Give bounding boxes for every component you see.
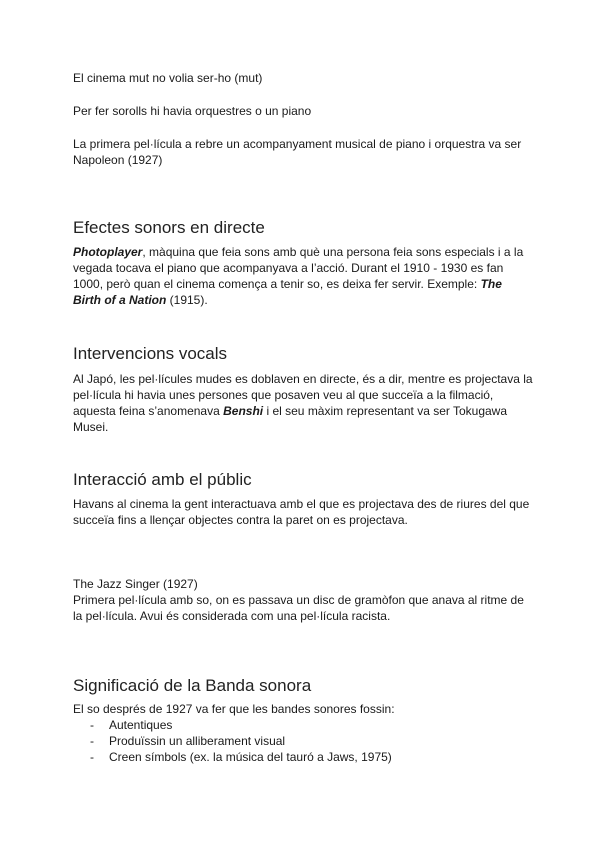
heading-intervencions-vocals: Intervencions vocals (73, 344, 228, 363)
term-photoplayer: Photoplayer (73, 245, 143, 259)
jazz-singer-title: The Jazz Singer (1927) (73, 577, 198, 591)
banda-sonora-intro: El so després de 1927 va fer que les bandes sonores fossin: (73, 702, 395, 716)
list-item-text: Autentiques (109, 718, 173, 732)
photoplayer-year: (1915). (166, 293, 208, 307)
list-item-text: Creen símbols (ex. la música del tauró a Jaws, 1975) (109, 750, 392, 764)
heading-efectes-sonors: Efectes sonors en directe (73, 218, 265, 237)
list-item-text: Produïssin un alliberament visual (109, 734, 286, 748)
paragraph-public: Havans al cinema la gent interactuava amb el que es projectava des de riures del que succeïa fins a llençar objectes contra la paret on es projectava. (73, 497, 530, 527)
banda-sonora-list (73, 717, 392, 765)
heading-banda-sonora: Significació de la Banda sonora (73, 676, 312, 695)
paragraph-photoplayer (73, 244, 533, 308)
list-item (73, 749, 392, 765)
list-item (73, 717, 392, 733)
term-benshi: Benshi (223, 404, 264, 418)
dash-bullet: - (90, 750, 94, 764)
benshi-text-2: i el seu màxim representant va ser Tokugawa Musei. (73, 404, 508, 434)
intro-line-napoleon: La primera pel·lícula a rebre un acompanyament musical de piano i orquestra va ser Napoleon (1927) (73, 137, 522, 167)
heading-interaccio-public: Interacció amb el públic (73, 470, 252, 489)
benshi-text-1: Al Japó, les pel·lícules mudes es doblaven en directe, és a dir, mentre es projectava la pel·lícula hi havia unes persones que posaven veu al que succeïa a la filmació, aquesta feina s’anomenava (73, 372, 533, 418)
intro-line-orchestras: Per fer sorolls hi havia orquestres o un piano (73, 104, 312, 118)
film-birth-of-a-nation: The Birth of a Nation (73, 277, 502, 307)
photoplayer-text: , màquina que feia sons amb què una persona feia sons especials i a la vegada tocava el piano que acompanyava a l’acció. Durant el 1910 - 1930 es fan 1000, però quan el cinema comença a tenir so, es deixa fer servir. Exemple: (73, 245, 524, 291)
intro-line-silent: El cinema mut no volia ser-ho (mut) (73, 71, 263, 85)
paragraph-benshi (73, 371, 533, 435)
dash-bullet: - (90, 718, 94, 732)
dash-bullet: - (90, 734, 94, 748)
list-item (73, 733, 392, 749)
paragraph-jazz-singer: Primera pel·lícula amb so, on es passava un disc de gramòfon que anava al ritme de la pel·lícula. Avui és considerada com una pel·lícula racista. (73, 593, 524, 623)
